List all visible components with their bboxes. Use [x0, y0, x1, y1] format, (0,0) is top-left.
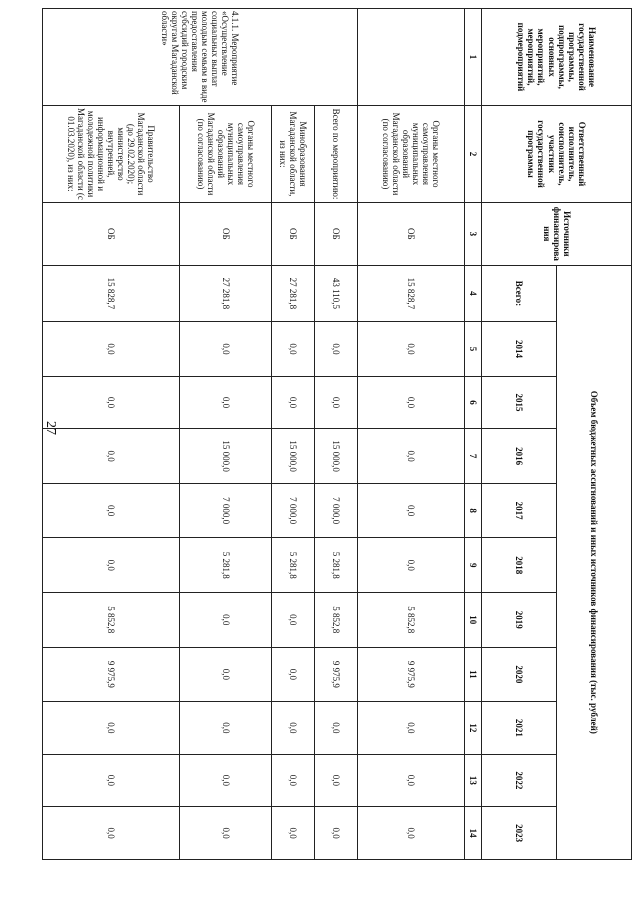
row-value: 0,0 [315, 807, 358, 860]
row-executor: Всего по мероприятию: [315, 106, 358, 203]
table-row [357, 9, 464, 860]
header-year: 2023 [482, 807, 557, 860]
column-number: 10 [464, 593, 481, 648]
row-source: ОБ [357, 203, 464, 266]
row-value: 0,0 [180, 376, 272, 429]
row-value: 0,0 [180, 593, 272, 648]
row-value: 0,0 [357, 807, 464, 860]
header-year: 2015 [482, 376, 557, 429]
row-value: 0,0 [315, 754, 358, 807]
table-row [43, 9, 180, 860]
row-value: 0,0 [43, 483, 180, 538]
row-value: 0,0 [272, 376, 315, 429]
column-number: 4 [464, 265, 481, 322]
row-value: 0,0 [180, 647, 272, 702]
row-executor: Правительство Магаданской области (до 29.02.2020); министерство внутренней, информационной и молодежной политики Магаданской области (с 01.03.2020), из них: [43, 106, 180, 203]
column-number: 9 [464, 538, 481, 593]
row-source: ОБ [43, 203, 180, 266]
column-number: 6 [464, 376, 481, 429]
header-year: 2022 [482, 754, 557, 807]
row-value: 0,0 [272, 807, 315, 860]
row-value: 0,0 [357, 322, 464, 377]
row-source: ОБ [272, 203, 315, 266]
row-value: 0,0 [180, 322, 272, 377]
row-value: 5 852,8 [357, 593, 464, 648]
row-value: 15 000,0 [315, 429, 358, 484]
row-value: 9 975,9 [315, 647, 358, 702]
header-total: Всего: [482, 265, 557, 322]
header-year: 2018 [482, 538, 557, 593]
row-value: 15 000,0 [272, 429, 315, 484]
row-executor: Органы местного самоуправления муниципальных образований Магаданской области (по согласованию) [357, 106, 464, 203]
row-value: 0,0 [357, 538, 464, 593]
header-volume: Объем бюджетных ассигнований и иных источников финансирования (тыс. рублей) [557, 265, 632, 859]
header-year: 2017 [482, 483, 557, 538]
row-value: 0,0 [357, 429, 464, 484]
header-year: 2021 [482, 702, 557, 755]
row-name: 4.1.1. Мероприятие «Осуществление социальных выплат молодым семьям в виде предоставления субсидий городским округам Магаданской области» [43, 9, 358, 106]
row-value: 0,0 [180, 754, 272, 807]
row-value: 0,0 [43, 754, 180, 807]
header-name: Наименование государственной программы, подпрограммы, основных мероприятий, мероприятий, подмероприятий [482, 9, 632, 106]
table-row [315, 9, 358, 860]
row-value: 5 852,8 [43, 593, 180, 648]
row-value: 0,0 [272, 593, 315, 648]
row-total: 15 828,7 [357, 265, 464, 322]
row-value: 9 975,9 [357, 647, 464, 702]
row-value: 0,0 [43, 376, 180, 429]
table-row [180, 9, 272, 860]
row-value: 0,0 [272, 702, 315, 755]
row-total: 15 828,7 [43, 265, 180, 322]
row-value: 0,0 [180, 702, 272, 755]
column-number-row [464, 9, 481, 860]
column-number: 1 [464, 9, 481, 106]
row-source: ОБ [180, 203, 272, 266]
row-value: 7 000,0 [315, 483, 358, 538]
header-row-1 [557, 9, 632, 860]
column-number: 7 [464, 429, 481, 484]
row-value: 0,0 [43, 322, 180, 377]
column-number: 11 [464, 647, 481, 702]
header-year: 2020 [482, 647, 557, 702]
row-source: ОБ [315, 203, 358, 266]
row-total: 27 281,8 [272, 265, 315, 322]
row-value: 5 852,8 [315, 593, 358, 648]
row-value: 5 281,8 [272, 538, 315, 593]
row-value: 0,0 [357, 702, 464, 755]
page-number: 27 [43, 421, 58, 435]
column-number: 2 [464, 106, 481, 203]
row-value: 0,0 [272, 322, 315, 377]
row-value: 5 281,8 [180, 538, 272, 593]
row-value: 0,0 [180, 807, 272, 860]
column-number: 12 [464, 702, 481, 755]
column-number: 3 [464, 203, 481, 266]
row-name [357, 9, 464, 106]
row-value: 0,0 [43, 702, 180, 755]
row-value: 5 281,8 [315, 538, 358, 593]
row-value: 15 000,0 [180, 429, 272, 484]
table-row [272, 9, 315, 860]
row-value: 7 000,0 [180, 483, 272, 538]
budget-table-sheet [42, 8, 632, 860]
column-number: 5 [464, 322, 481, 377]
row-value: 0,0 [272, 754, 315, 807]
column-number: 14 [464, 807, 481, 860]
row-value: 0,0 [43, 807, 180, 860]
row-executor: Минобразования Магаданской области, из них: [272, 106, 315, 203]
budget-table [42, 8, 632, 860]
row-value: 0,0 [315, 322, 358, 377]
row-value: 0,0 [357, 483, 464, 538]
header-year: 2019 [482, 593, 557, 648]
row-value: 9 975,9 [43, 647, 180, 702]
header-year: 2016 [482, 429, 557, 484]
row-value: 0,0 [315, 376, 358, 429]
row-value: 0,0 [357, 376, 464, 429]
row-total: 27 281,8 [180, 265, 272, 322]
column-number: 8 [464, 483, 481, 538]
row-value: 0,0 [43, 429, 180, 484]
header-source: Источники финансирования [482, 203, 632, 266]
row-value: 0,0 [357, 754, 464, 807]
row-value: 0,0 [272, 647, 315, 702]
row-executor: Органы местного самоуправления муниципальных образований Магаданской области (по согласованию) [180, 106, 272, 203]
row-value: 7 000,0 [272, 483, 315, 538]
header-year: 2014 [482, 322, 557, 377]
column-number: 13 [464, 754, 481, 807]
header-executor: Ответственный исполнитель, соисполнитель, участник государственной программы [482, 106, 632, 203]
row-value: 0,0 [315, 702, 358, 755]
row-total: 43 110,5 [315, 265, 358, 322]
row-value: 0,0 [43, 538, 180, 593]
